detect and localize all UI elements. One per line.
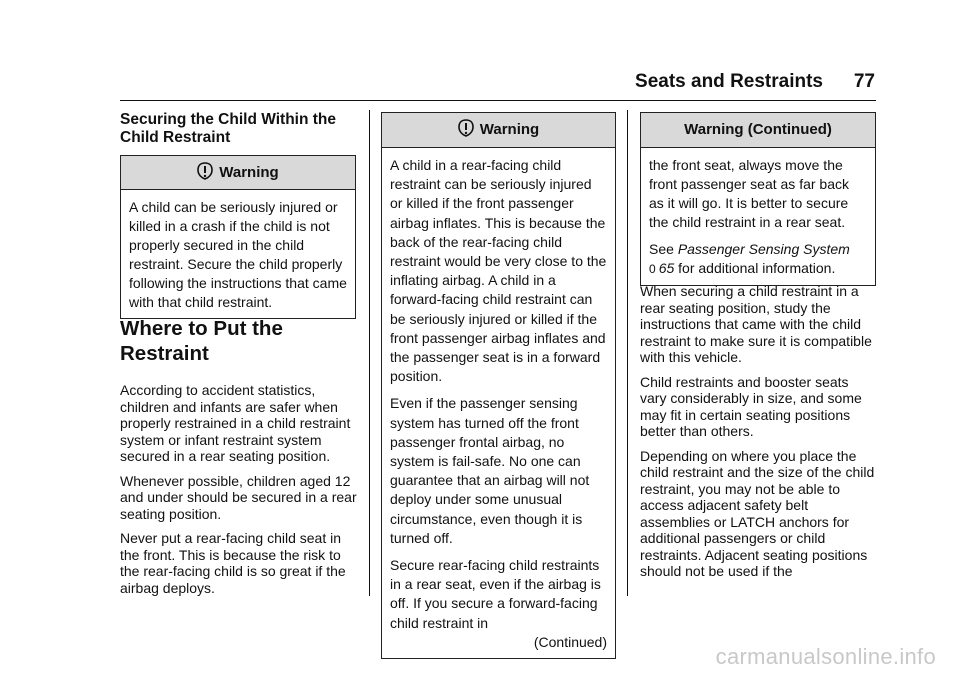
warning-title: Warning (Continued) <box>684 121 832 138</box>
column-1 <box>120 111 356 161</box>
warning-icon <box>458 116 474 150</box>
reference-link[interactable]: Passenger Sensing System <box>677 241 850 257</box>
paragraph: Whenever possible, children aged 12 and under should be secured in a rear seating position. <box>120 472 357 522</box>
warning-title: Warning <box>479 121 540 138</box>
warning-box-3 <box>640 112 876 286</box>
section-heading: Securing the Child Within the Child Restraint <box>120 111 336 146</box>
see-prefix: See <box>649 241 678 257</box>
section-heading-large: Where to Put the Restraint <box>120 317 283 365</box>
page-number: 77 <box>853 71 875 92</box>
column-3-lower <box>640 283 876 588</box>
warning-text: A child can be seriously injured or killed in a crash if the child is not properly secured in the child restraint. Secure the child properly following the instructions that came with that child restraint. <box>129 199 347 310</box>
reference-page[interactable]: 65 <box>658 260 675 276</box>
header-rule <box>120 100 876 101</box>
warning-box-2 <box>381 112 616 659</box>
paragraph: Child restraints and booster seats vary considerably in size, and some may fit in certain seating positions better than others. <box>640 373 862 439</box>
paragraph: Never put a rear-facing child seat in the front. This is because the risk to the rear-facing child is so great if the airbag deploys. <box>120 530 346 596</box>
warning-icon <box>197 159 213 192</box>
page-ref-icon: 0 <box>649 262 656 276</box>
warning-title: Warning <box>219 164 279 181</box>
warning-paragraph: Even if the passenger sensing system has turned off the front passenger frontal airbag, no system is fail-safe. No one can guarantee that an airbag will not deploy under some unusual circumstance, even though it is turned off. <box>390 395 590 546</box>
paragraph: When securing a child restraint in a rear seating position, study the instructions that came with the child restraint to make sure it is compatible with this vehicle. <box>640 283 872 365</box>
warning-body <box>382 148 615 658</box>
header-title: Seats and Restraints <box>635 71 823 92</box>
warning-body <box>121 190 355 318</box>
paragraph: Depending on where you place the child restraint and the size of the child restraint, you may not be able to access adjacent safety belt assemblies or LATCH anchors for additional passengers or child restraints. Adjacent seating positions should not be used if the <box>640 447 875 579</box>
paragraph: According to accident statistics, children and infants are safer when properly restrained in a child restraint system or infant restraint system secured in a rear seating position. <box>120 382 351 464</box>
warning-header <box>382 113 615 148</box>
warning-paragraph: A child in a rear-facing child restraint can be seriously injured or killed if the front passenger airbag inflates. This is because the back of the rear-facing child restraint would be very close to the inflating airbag. A child in a forward-facing child restraint can be seriously injured or killed if the front passenger airbag inflates and the passenger seat is in a forward position. <box>390 157 607 385</box>
warning-box-1 <box>120 155 356 319</box>
page-header <box>120 70 875 96</box>
see-reference <box>649 240 867 279</box>
warning-header <box>641 113 875 148</box>
warning-paragraph: the front seat, always move the front passenger seat as far back as it will go. It is better to secure the child restraint in a rear seat. <box>649 157 849 230</box>
column-1-lower <box>120 316 358 604</box>
warning-header <box>121 156 355 190</box>
column-divider-1 <box>369 110 370 596</box>
watermark: carmanualsonline.info <box>715 644 936 669</box>
column-divider-2 <box>627 110 628 596</box>
continued-label: (Continued) <box>533 633 607 650</box>
warning-paragraph: Secure rear-facing child restraints in a rear seat, even if the airbag is off. If you secure a forward-facing child restraint in <box>390 557 601 631</box>
see-suffix: for additional information. <box>674 260 836 276</box>
warning-body <box>641 148 875 285</box>
